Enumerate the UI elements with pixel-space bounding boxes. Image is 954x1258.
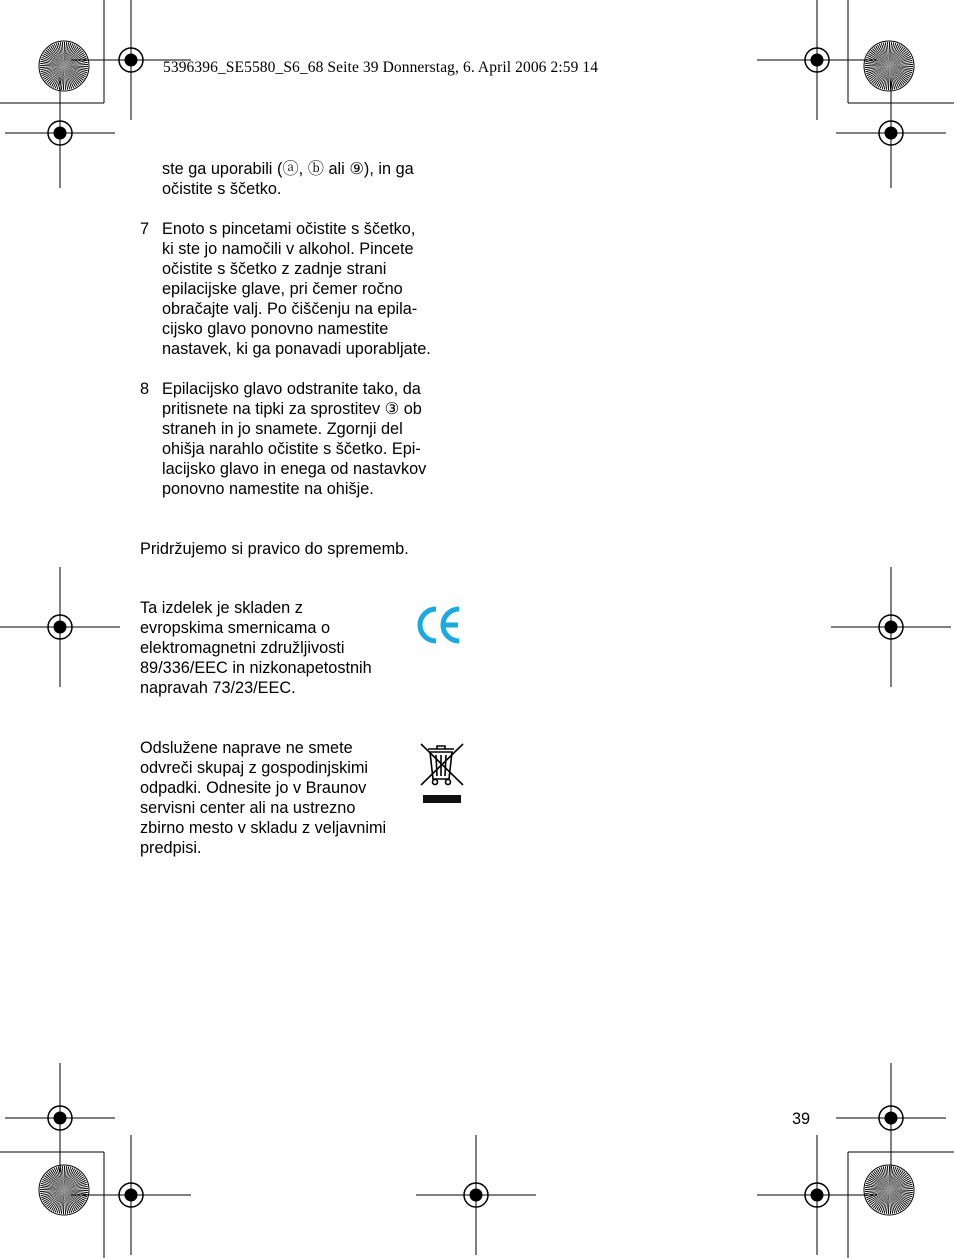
text-line: zbirno mesto v skladu z veljavnimi [140, 819, 387, 837]
registration-dot-icon [54, 127, 67, 140]
step-number: 7 [140, 220, 150, 238]
text-line: cijsko glavo ponovno namestite [162, 320, 389, 338]
step-number: 8 [140, 380, 150, 398]
registration-dot-icon [54, 621, 67, 634]
text-line: očistite s ščetko z zadnje strani [162, 260, 387, 278]
reserve-note: Pridržujemo si pravico do sprememb. [140, 540, 409, 558]
print-header: 5396396_SE5580_S6_68 Seite 39 Donnerstag, 6. April 2006 2:59 14 [163, 59, 599, 76]
ce-compliance-text [140, 598, 372, 698]
crossed-out-bin-icon [418, 741, 466, 805]
text-line: epilacijske glave, pri čemer ročno [162, 280, 403, 298]
text-line: evropskima smernicama o [140, 619, 331, 637]
page-number: 39 [792, 1110, 811, 1128]
registration-dot-icon [885, 127, 898, 140]
text-line: ponovno namestite na ohišje. [162, 480, 374, 498]
text-line: ki ste jo namočili v alkohol. Pincete [162, 240, 414, 258]
text-line: servisni center ali na ustrezno [140, 799, 356, 817]
starburst-target-icon [40, 42, 88, 90]
text-line: ohišja narahlo očistite s ščetko. Epi- [162, 440, 421, 458]
text-line: ste ga uporabili (ⓐ, ⓑ ali ⑨), in ga [162, 160, 414, 178]
ce-mark-icon [415, 605, 463, 645]
text-line: Ta izdelek je skladen z [140, 599, 303, 617]
text-line: odpadki. Odnesite jo v Braunov [140, 779, 367, 797]
text-line: nastavek, ki ga ponavadi uporabljate. [162, 340, 431, 358]
registration-dot-icon [470, 1189, 483, 1202]
text-line: obračajte valj. Po čiščenju na epila- [162, 300, 418, 318]
text-line: očistite s ščetko. [162, 180, 282, 198]
weee-disposal-text [140, 738, 386, 858]
text-line: lacijsko glavo in enega od nastavkov [162, 460, 427, 478]
text-line: napravah 73/23/EEC. [140, 679, 296, 697]
registration-dot-icon [885, 621, 898, 634]
registration-dot-icon [125, 1189, 138, 1202]
text-line: pritisnete na tipki za sprostitev ③ ob [162, 400, 422, 418]
text-line: Epilacijsko glavo odstranite tako, da [162, 380, 421, 398]
registration-dot-icon [885, 1112, 898, 1125]
text-line: elektromagnetni združljivosti [140, 639, 345, 657]
continuation-text [162, 159, 414, 199]
registration-dot-icon [811, 54, 824, 67]
step-8 [140, 379, 470, 499]
text-line: 89/336/EEC in nizkonapetostnih [140, 659, 372, 677]
text-line: odvreči skupaj z gospodinjskimi [140, 759, 369, 777]
text-line: Enoto s pincetami očistite s ščetko, [162, 220, 416, 238]
text-line: Odslužene naprave ne smete [140, 739, 353, 757]
text-line: predpisi. [140, 839, 202, 857]
text-line: straneh in jo snamete. Zgornji del [162, 420, 403, 438]
step-7 [140, 219, 470, 359]
registration-dot-icon [811, 1189, 824, 1202]
registration-dot-icon [54, 1112, 67, 1125]
registration-dot-icon [125, 54, 138, 67]
